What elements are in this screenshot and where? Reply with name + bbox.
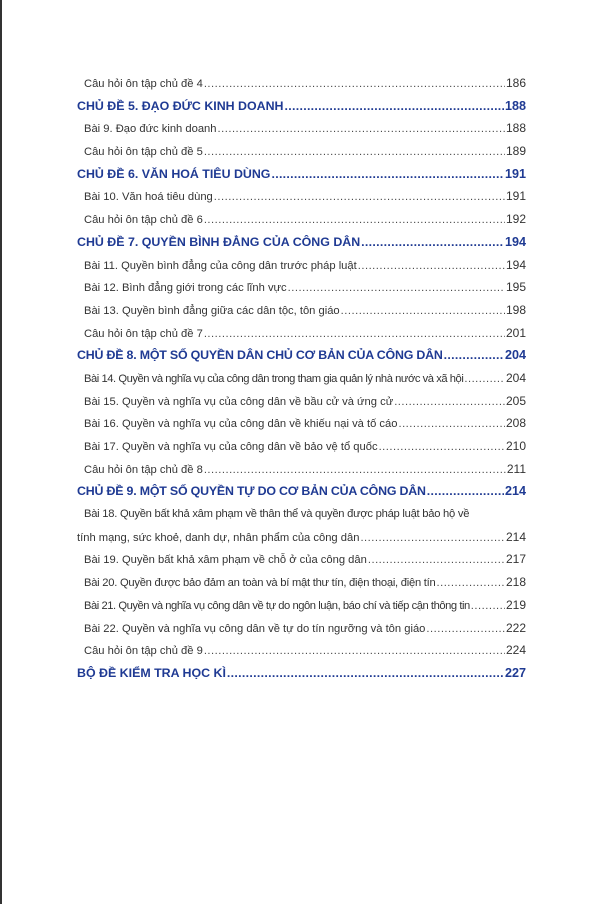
- toc-entry-title: Bài 20. Quyền được bảo đảm an toàn và bí mật thư tín, điện thoại, điện tín: [84, 577, 436, 590]
- dot-leader: [204, 141, 505, 164]
- dot-leader: [358, 255, 505, 278]
- toc-entry-title: Bài 9. Đạo đức kinh doanh: [84, 123, 217, 136]
- toc-chapter-heading[interactable]: [77, 95, 526, 118]
- chapter-page: 227: [504, 665, 526, 680]
- toc-entry-title: Bài 14. Quyền và nghĩa vụ của công dân trong tham gia quản lý nhà nước và xã hội: [84, 372, 464, 385]
- dot-leader: [227, 662, 504, 685]
- dot-leader: [204, 209, 505, 232]
- chapter-title: BỘ ĐỀ KIỂM TRA HỌC KÌ: [77, 665, 226, 680]
- toc-entry-page: 208: [505, 416, 526, 431]
- toc-entry-page: 201: [505, 325, 526, 340]
- table-of-contents: [77, 72, 526, 685]
- toc-entry[interactable]: [77, 185, 526, 208]
- toc-entry-page: 218: [505, 575, 526, 590]
- toc-entry-page: 204: [505, 370, 526, 385]
- toc-entry-title: Bài 11. Quyền bình đẳng của công dân trước pháp luật: [84, 259, 357, 272]
- toc-entry[interactable]: [77, 208, 526, 231]
- dot-leader: [361, 231, 504, 254]
- toc-entry-title: Bài 16. Quyền và nghĩa vụ của công dân về khiếu nại và tố cáo: [84, 418, 398, 431]
- toc-entry[interactable]: [77, 390, 526, 413]
- chapter-title: CHỦ ĐỀ 9. MỘT SỐ QUYỀN TỰ DO CƠ BẢN CỦA CÔNG DÂN: [77, 484, 426, 499]
- toc-entry-page: 192: [505, 212, 526, 227]
- dot-leader: [214, 186, 505, 209]
- toc-chapter-heading[interactable]: [77, 344, 526, 367]
- toc-entry-title: Câu hỏi ôn tập chủ đề 6: [84, 214, 203, 227]
- chapter-page: 194: [504, 234, 526, 249]
- dot-leader: [204, 640, 505, 663]
- toc-entry-page: 224: [505, 643, 526, 658]
- toc-entry-title: Bài 13. Quyền bình đẳng giữa các dân tộc, tôn giáo: [84, 304, 340, 317]
- toc-entry-title: Câu hỏi ôn tập chủ đề 5: [84, 146, 203, 159]
- toc-chapter-heading[interactable]: [77, 231, 526, 254]
- toc-entry-title: Bài 15. Quyền và nghĩa vụ của công dân về bầu cử và ứng cử: [84, 395, 394, 408]
- chapter-page: 191: [504, 166, 526, 181]
- toc-entry-title: Câu hỏi ôn tập chủ đề 9: [84, 645, 203, 658]
- chapter-title: CHỦ ĐỀ 5. ĐẠO ĐỨC KINH DOANH: [77, 98, 284, 113]
- toc-entry-title: Bài 18. Quyền bất khả xâm phạm về thân thể và quyền được pháp luật bảo hộ về: [84, 508, 470, 521]
- toc-entry-title: Bài 10. Văn hoá tiêu dùng: [84, 191, 213, 204]
- toc-entry[interactable]: [77, 548, 526, 571]
- chapter-title: CHỦ ĐỀ 6. VĂN HOÁ TIÊU DÙNG: [77, 166, 271, 181]
- toc-entry-page: 188: [505, 121, 526, 136]
- toc-entry-first-line[interactable]: [77, 503, 526, 526]
- dot-leader: [426, 618, 505, 641]
- toc-entry-page: 222: [505, 620, 526, 635]
- toc-entry[interactable]: [77, 322, 526, 345]
- dot-leader: [288, 277, 505, 300]
- toc-entry-page: 186: [505, 76, 526, 90]
- toc-entry-title-continued: tính mạng, sức khoẻ, danh dự, nhân phẩm của công dân: [77, 531, 360, 544]
- dot-leader: [368, 549, 505, 572]
- toc-chapter-heading[interactable]: [77, 163, 526, 186]
- toc-entry-title: Bài 17. Quyền và nghĩa vụ của công dân về bảo vệ tổ quốc: [84, 441, 378, 453]
- toc-entry[interactable]: [77, 435, 526, 458]
- toc-entry-page: 205: [505, 393, 526, 408]
- toc-entry[interactable]: [77, 299, 526, 322]
- page-left-border: [0, 0, 2, 904]
- chapter-page: 214: [504, 484, 526, 499]
- dot-leader: [379, 436, 505, 459]
- toc-entry-continuation[interactable]: [77, 526, 526, 549]
- toc-entry-title: Bài 19. Quyền bất khả xâm phạm về chỗ ở của công dân: [84, 554, 367, 567]
- dot-leader: [398, 413, 505, 436]
- toc-entry[interactable]: [77, 412, 526, 435]
- toc-entry-title: Câu hỏi ôn tập chủ đề 4: [84, 78, 203, 90]
- dot-leader: [444, 344, 504, 367]
- toc-entry[interactable]: [77, 117, 526, 140]
- dot-leader: [341, 300, 505, 323]
- dot-leader: [464, 368, 505, 391]
- chapter-page: 188: [504, 98, 526, 113]
- toc-entry-page: 194: [505, 257, 526, 272]
- dot-leader: [271, 163, 504, 186]
- toc-entry-page: 189: [505, 144, 526, 159]
- toc-entry-title: Bài 22. Quyền và nghĩa vụ công dân về tự do tín ngưỡng và tôn giáo: [84, 622, 426, 635]
- dot-leader: [204, 459, 506, 482]
- toc-entry[interactable]: [77, 367, 526, 390]
- chapter-page: 204: [504, 348, 526, 363]
- toc-entry[interactable]: [77, 72, 526, 95]
- dot-leader: [427, 480, 504, 503]
- toc-entry[interactable]: [77, 140, 526, 163]
- toc-entry-page: 191: [505, 189, 526, 204]
- toc-entry[interactable]: [77, 594, 526, 617]
- toc-entry[interactable]: [77, 276, 526, 299]
- toc-entry-page: 214: [505, 529, 526, 544]
- toc-entry-title: Bài 21. Quyền và nghĩa vụ công dân về tự do ngôn luận, báo chí và tiếp cận thông tin: [84, 599, 470, 612]
- toc-entry-page: 198: [505, 302, 526, 317]
- dot-leader: [204, 323, 505, 346]
- dot-leader: [360, 527, 505, 550]
- dot-leader: [284, 95, 504, 118]
- chapter-title: CHỦ ĐỀ 7. QUYỀN BÌNH ĐẲNG CỦA CÔNG DÂN: [77, 234, 361, 249]
- toc-entry-page: 211: [506, 461, 526, 476]
- toc-entry-title: Bài 12. Bình đẳng giới trong các lĩnh vực: [84, 282, 287, 295]
- toc-entry-page: 210: [505, 439, 526, 453]
- toc-entry-title: Câu hỏi ôn tập chủ đề 7: [84, 327, 203, 340]
- toc-entry-page: 217: [505, 552, 526, 567]
- toc-chapter-heading[interactable]: [77, 662, 526, 685]
- chapter-title: CHỦ ĐỀ 8. MỘT SỐ QUYỀN DÂN CHỦ CƠ BẢN CỦA CÔNG DÂN: [77, 348, 443, 363]
- toc-entry-page: 219: [505, 597, 526, 612]
- toc-entry[interactable]: [77, 458, 526, 481]
- dot-leader: [436, 572, 504, 595]
- toc-entry[interactable]: [77, 639, 526, 662]
- toc-entry-title: Câu hỏi ôn tập chủ đề 8: [84, 463, 203, 476]
- dot-leader: [394, 391, 505, 414]
- dot-leader: [471, 595, 505, 618]
- dot-leader: [218, 118, 505, 141]
- toc-entry[interactable]: [77, 254, 526, 277]
- toc-entry[interactable]: [77, 571, 526, 594]
- toc-entry-page: 195: [505, 280, 526, 295]
- toc-entry[interactable]: [77, 617, 526, 640]
- toc-chapter-heading[interactable]: [77, 480, 526, 503]
- dot-leader: [204, 73, 505, 96]
